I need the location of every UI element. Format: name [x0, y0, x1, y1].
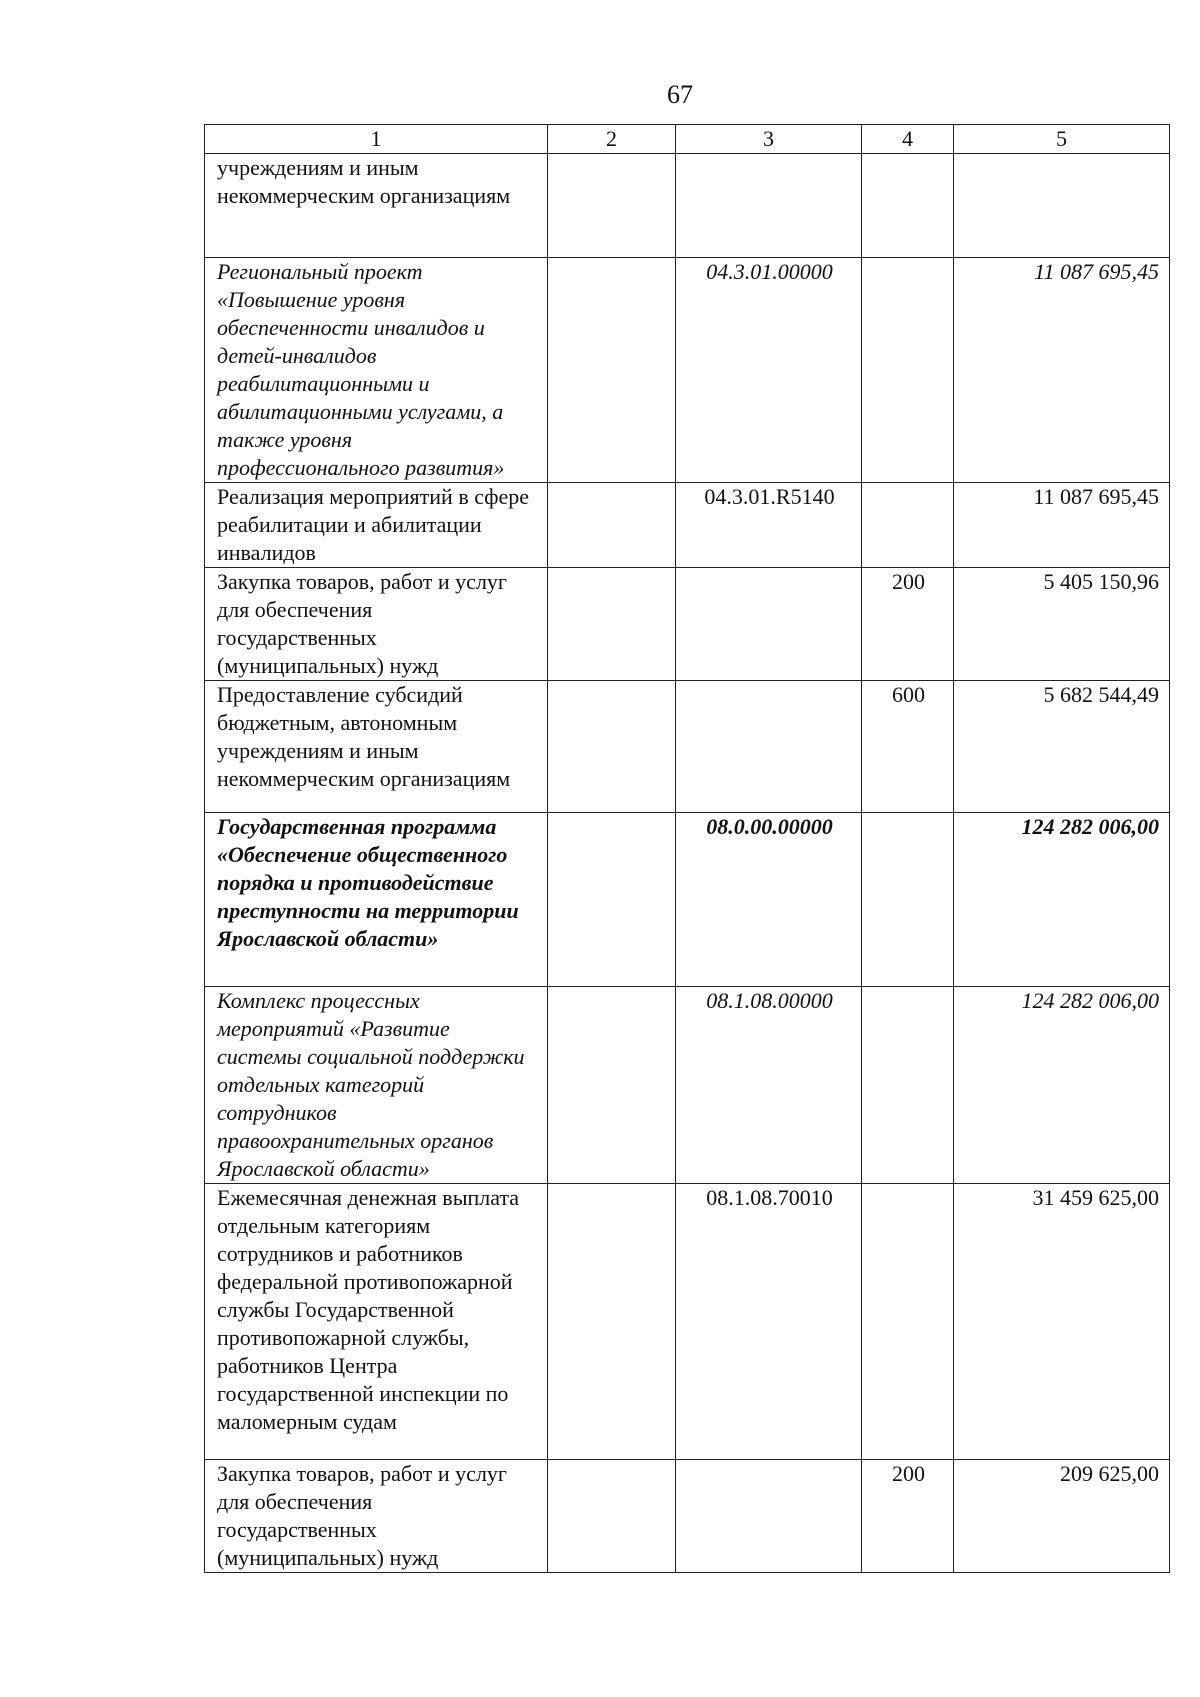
row-code: 04.3.01.00000: [676, 258, 862, 483]
row-col2: [548, 258, 676, 483]
row-name: Ежемесячная денежная выплата отдельным категориям сотрудников и работников федеральной противопожарной службы Государственной противопожарной службы, работников Центра государственной инспекции по маломерным судам: [205, 1184, 548, 1460]
row-col2: [548, 813, 676, 987]
column-header-1: 1: [205, 125, 548, 154]
row-name: Региональный проект «Повышение уровня обеспеченности инвалидов и детей-инвалидов реабилитационными и абилитационными услугами, а также уровня профессионального развития»: [205, 258, 548, 483]
row-kind: [862, 258, 954, 483]
row-amount: 209 625,00: [954, 1460, 1170, 1573]
row-name: Закупка товаров, работ и услуг для обеспечения государственных (муниципальных) нужд: [205, 568, 548, 681]
row-name: Комплекс процессных мероприятий «Развитие системы социальной поддержки отдельных категорий сотрудников правоохранительных органов Ярославской области»: [205, 987, 548, 1184]
row-name: Закупка товаров, работ и услуг для обеспечения государственных (муниципальных) нужд: [205, 1460, 548, 1573]
table-row: [205, 813, 1170, 987]
row-amount: 11 087 695,45: [954, 258, 1170, 483]
row-amount: 124 282 006,00: [954, 987, 1170, 1184]
row-kind: [862, 813, 954, 987]
row-amount: 5 682 544,49: [954, 681, 1170, 813]
row-kind: [862, 154, 954, 258]
row-kind: 200: [862, 1460, 954, 1573]
row-col2: [548, 681, 676, 813]
row-code: [676, 1460, 862, 1573]
row-col2: [548, 987, 676, 1184]
row-kind: 200: [862, 568, 954, 681]
row-kind: [862, 1184, 954, 1460]
row-col2: [548, 1460, 676, 1573]
table-row: [205, 987, 1170, 1184]
row-col2: [548, 568, 676, 681]
row-name: Предоставление субсидий бюджетным, автономным учреждениям и иным некоммерческим организациям: [205, 681, 548, 813]
table-row: [205, 154, 1170, 258]
row-col2: [548, 483, 676, 568]
row-kind: [862, 483, 954, 568]
row-amount: 124 282 006,00: [954, 813, 1170, 987]
row-col2: [548, 1184, 676, 1460]
table-row: [205, 1184, 1170, 1460]
row-code: 08.1.08.70010: [676, 1184, 862, 1460]
row-col2: [548, 154, 676, 258]
row-name: Государственная программа «Обеспечение общественного порядка и противодействие преступности на территории Ярославской области»: [205, 813, 548, 987]
row-amount: 11 087 695,45: [954, 483, 1170, 568]
row-code: 08.1.08.00000: [676, 987, 862, 1184]
table-row: [205, 681, 1170, 813]
table-row: [205, 258, 1170, 483]
budget-table: [204, 124, 1170, 1573]
row-code: [676, 568, 862, 681]
row-amount: 31 459 625,00: [954, 1184, 1170, 1460]
row-kind: [862, 987, 954, 1184]
table-row: [205, 1460, 1170, 1573]
table-row: [205, 568, 1170, 681]
row-code: [676, 154, 862, 258]
row-code: [676, 681, 862, 813]
row-name: Реализация мероприятий в сфере реабилитации и абилитации инвалидов: [205, 483, 548, 568]
table-header-row: [205, 125, 1170, 154]
column-header-2: 2: [548, 125, 676, 154]
row-kind: 600: [862, 681, 954, 813]
page-number: 67: [667, 80, 693, 109]
row-name: учреждениям и иным некоммерческим организациям: [205, 154, 548, 258]
row-code: 08.0.00.00000: [676, 813, 862, 987]
column-header-3: 3: [676, 125, 862, 154]
column-header-4: 4: [862, 125, 954, 154]
row-code: 04.3.01.R5140: [676, 483, 862, 568]
table-row: [205, 483, 1170, 568]
row-amount: 5 405 150,96: [954, 568, 1170, 681]
column-header-5: 5: [954, 125, 1170, 154]
row-amount: [954, 154, 1170, 258]
